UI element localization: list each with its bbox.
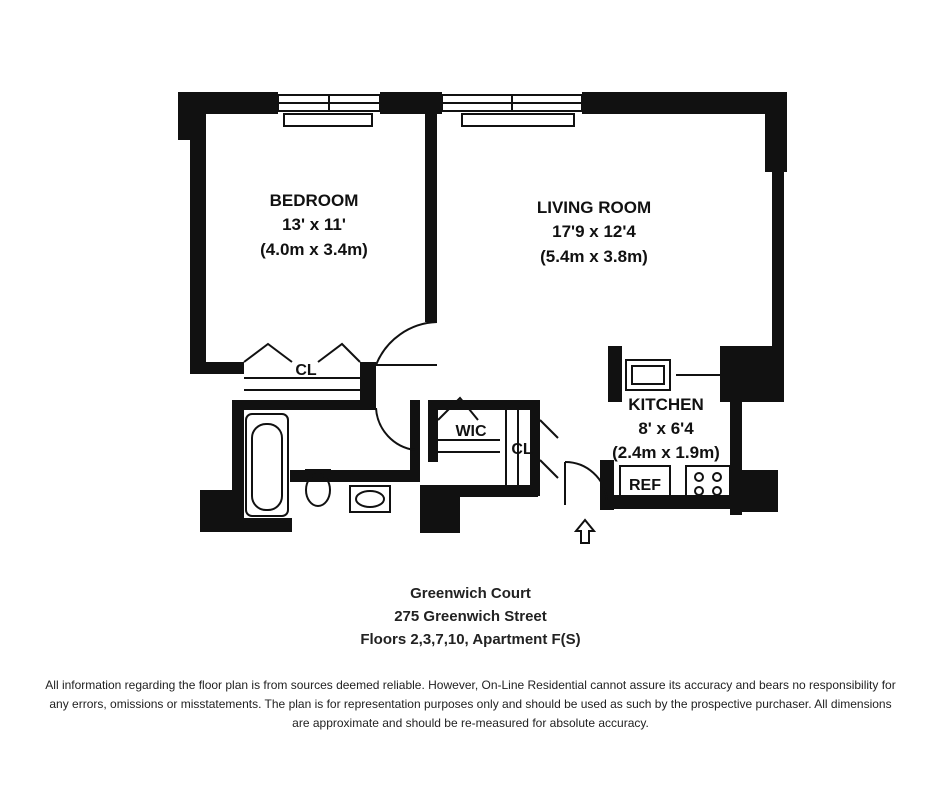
living-room-dim-m: (5.4m x 3.8m) — [540, 247, 648, 266]
building-address: 275 Greenwich Street — [394, 608, 547, 625]
room-labels — [260, 191, 720, 494]
entry-arrow-icon — [576, 520, 594, 543]
living-room-name: LIVING ROOM — [536, 198, 652, 217]
disclaimer-text: All information regarding the floor plan is from sources deemed reliable. However, On-Line Residential cannot assure its accuracy and bears no responsibility for any errors, omissions or misstatements. The plan is for representation purposes only and should be used as such by the prospective purchaser. All dimensions are approximate and should be re-measured for absolute accuracy. — [45, 678, 896, 730]
walk-in-closet-label: WIC — [455, 423, 487, 440]
bedroom-closet-label: CL — [295, 362, 317, 379]
kitchen-dim-m: (2.4m x 1.9m) — [612, 443, 720, 462]
bedroom-dim-m: (4.0m x 3.4m) — [260, 240, 368, 259]
refrigerator-label: REF — [629, 477, 661, 494]
bedroom-dim-ft: 13' x 11' — [282, 215, 346, 234]
apartment-floors: Floors 2,3,7,10, Apartment F(S) — [360, 631, 581, 648]
kitchen-dim-ft: 8' x 6'4 — [638, 419, 694, 438]
bedroom-name: BEDROOM — [269, 191, 359, 210]
hall-closet-label: CL — [511, 441, 533, 458]
building-name: Greenwich Court — [410, 585, 531, 602]
living-room-dim-ft: 17'9 x 12'4 — [552, 222, 636, 241]
kitchen-name: KITCHEN — [628, 395, 704, 414]
